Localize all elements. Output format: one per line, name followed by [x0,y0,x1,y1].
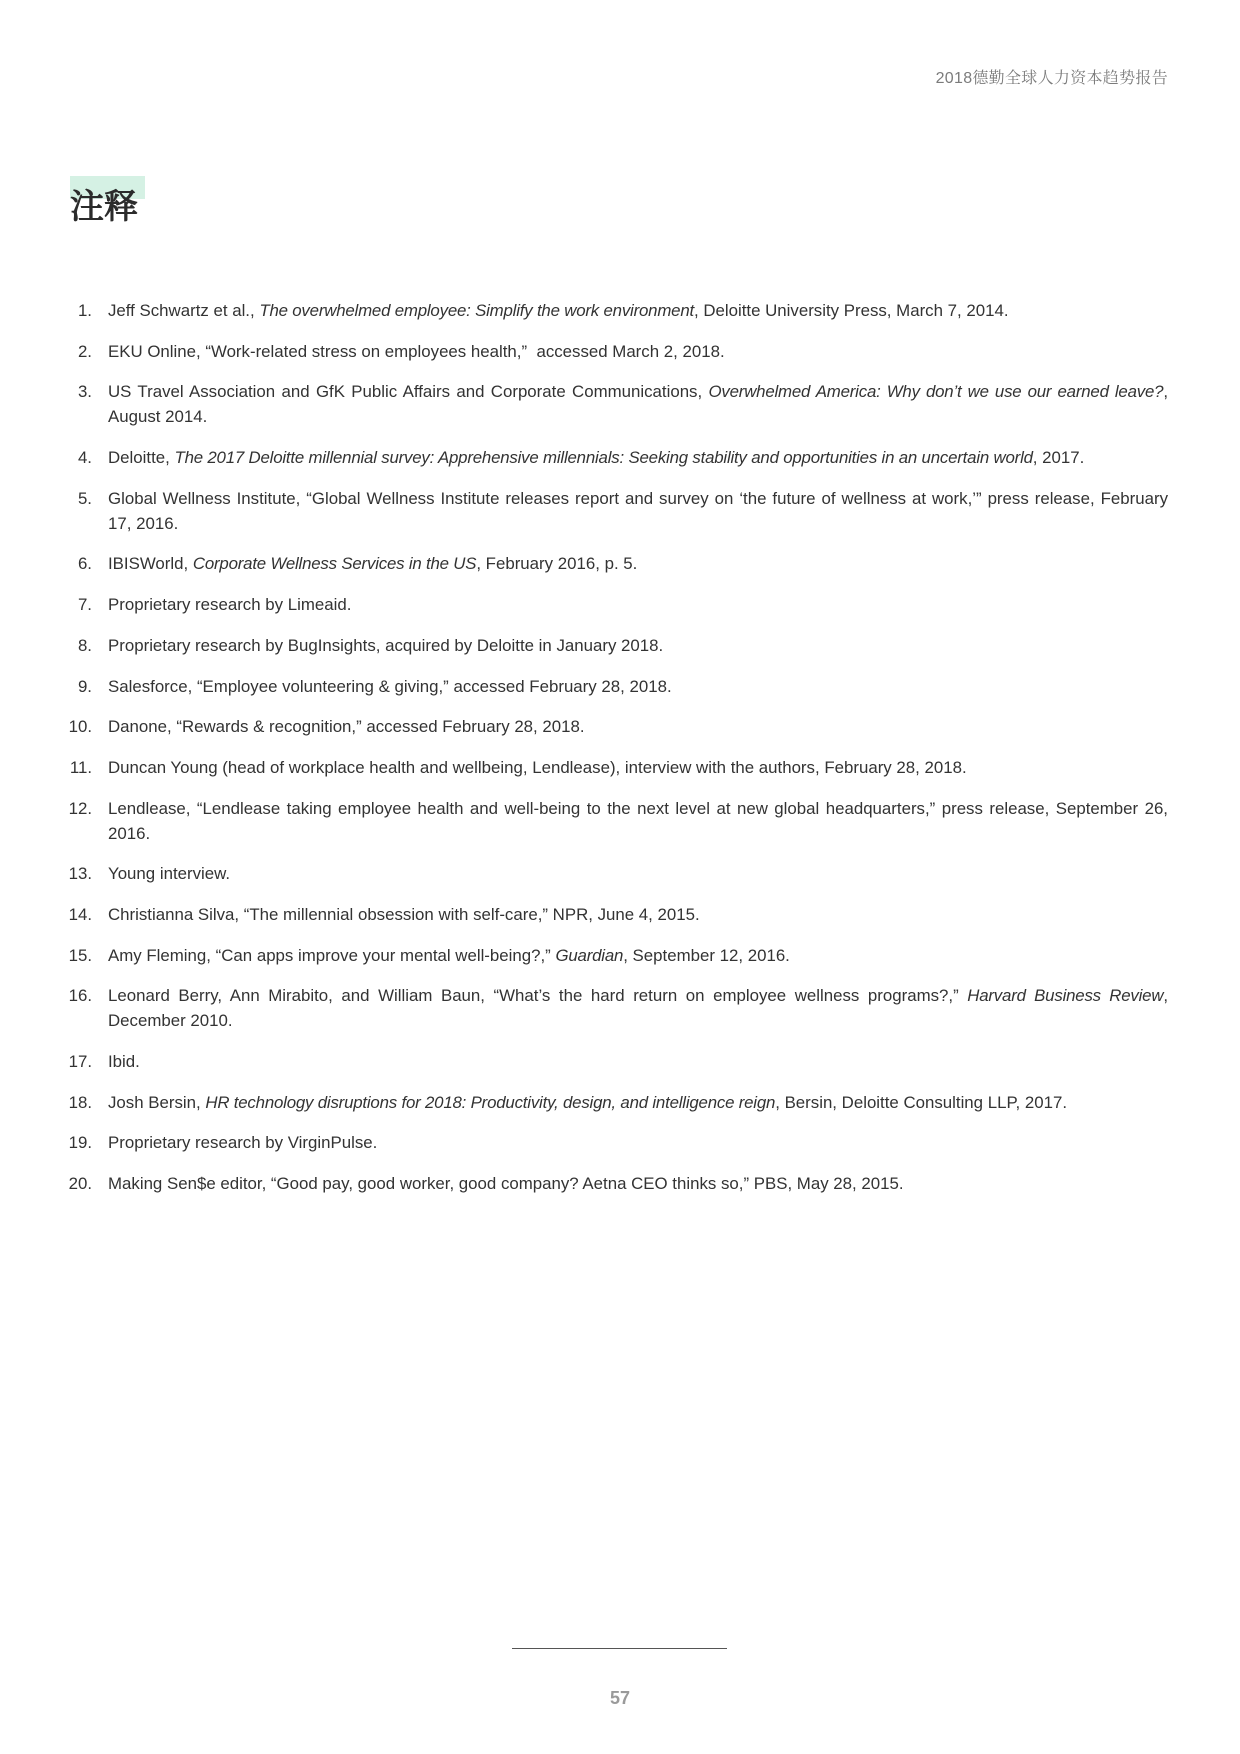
note-text [108,983,1168,1033]
note-item [60,796,1168,846]
notes-list [60,298,1168,1212]
note-item [60,592,1168,617]
note-text [108,861,1168,886]
note-number: 4. [77,448,92,468]
note-source-title: Harvard Business Review [967,986,1164,1006]
note-item [60,714,1168,739]
note-text-segment: Salesforce, “Employee volunteering & giving,” accessed February 28, 2018. [108,676,672,696]
note-text-segment: Ibid. [108,1052,140,1071]
section-title: 注释 [70,188,138,226]
note-item [60,902,1168,927]
note-text [108,943,1168,968]
note-text-segment: Lendlease, “Lendlease taking employee health and well-being to the next level at new global headquarters,” press release, September 26, 2016. [108,798,1168,843]
note-text-segment: Danone, “Rewards & recognition,” accessed February 28, 2018. [108,717,585,737]
note-text-segment: Josh Bersin, [108,1092,206,1112]
note-source-title: Overwhelmed America: Why don’t we use our earned leave? [708,382,1164,402]
note-number: 5. [77,488,92,508]
note-number: 12. [68,798,92,818]
note-text-segment: , Deloitte University Press, March 7, 2014. [693,301,1009,320]
note-source-title: The 2017 Deloitte millennial survey: Apprehensive millennials: Seeking stability and opportunities in an uncertain world [174,448,1033,468]
note-item [60,379,1168,429]
note-text [108,1049,1168,1074]
note-text-segment: Global Wellness Institute, “Global Wellness Institute releases report and survey on ‘the future of wellness at work,’” press release, February 17, 2016. [108,488,1168,533]
note-text [108,755,1168,780]
note-text-segment: US Travel Association and GfK Public Affairs and Corporate Communications, [108,382,709,402]
note-text [108,714,1168,739]
note-text [108,379,1168,429]
note-number: 7. [77,595,92,615]
note-number: 13. [68,864,92,884]
note-text-segment: IBISWorld, [108,554,193,574]
note-text [108,445,1168,470]
note-text-segment: , September 12, 2016. [623,945,790,965]
note-number: 6. [77,554,92,574]
note-number: 11. [69,757,92,777]
note-text-segment: Young interview. [108,864,231,884]
note-text-segment: Making Sen$e editor, “Good pay, good worker, good company? Aetna CEO thinks so,” PBS, May 28, 2015. [108,1174,904,1194]
note-item [60,445,1168,470]
note-source-title: The overwhelmed employee: Simplify the work environment [259,301,694,320]
note-text-segment: , August 2014. [108,382,1168,427]
note-text-segment: Christianna Silva, “The millennial obsession with self-care,” NPR, June 4, 2015. [108,904,700,924]
note-number: 17. [68,1052,92,1071]
note-source-title: Corporate Wellness Services in the US [192,554,477,574]
note-number: 2. [77,341,92,361]
note-text [108,796,1168,846]
note-item [60,1090,1168,1115]
note-item [60,339,1168,364]
note-text [108,551,1168,576]
note-text [108,633,1168,658]
note-text-segment: Deloitte, [108,448,175,468]
note-number: 1. [77,301,92,320]
note-number: 8. [77,635,92,655]
note-number: 20. [68,1174,92,1194]
note-item [60,298,1168,323]
note-number: 10. [68,717,92,737]
note-number: 14. [68,904,92,924]
note-item [60,943,1168,968]
note-text-segment: , 2017. [1032,448,1085,468]
note-item [60,861,1168,886]
page-number: 57 [609,1688,631,1708]
running-header: 2018德勤全球人力资本趋势报告 [935,70,1168,87]
note-text-segment: Leonard Berry, Ann Mirabito, and William Baun, “What’s the hard return on employee wellness programs?,” [108,986,968,1006]
note-text-segment: Proprietary research by VirginPulse. [108,1133,378,1153]
note-item [60,1130,1168,1155]
note-number: 18. [68,1092,92,1112]
note-text-segment: , Bersin, Deloitte Consulting LLP, 2017. [775,1092,1068,1112]
note-item [60,755,1168,780]
note-text [108,674,1168,699]
note-text-segment: EKU Online, “Work-related stress on employees health,” accessed March 2, 2018. [108,341,725,361]
note-number: 9. [77,676,92,696]
note-text-segment: Jeff Schwartz et al., [108,301,260,320]
note-item [60,633,1168,658]
note-source-title: Guardian [555,945,624,965]
note-text [108,298,1168,323]
note-text [108,592,1168,617]
note-number: 19. [68,1133,92,1153]
note-item [60,486,1168,536]
note-item [60,1049,1168,1074]
note-number: 3. [77,382,92,402]
note-item [60,983,1168,1033]
note-text-segment: Proprietary research by Limeaid. [108,595,352,615]
note-item [60,674,1168,699]
note-text [108,902,1168,927]
note-source-title: HR technology disruptions for 2018: Productivity, design, and intelligence reign [205,1092,776,1112]
note-text-segment: Amy Fleming, “Can apps improve your mental well-being?,” [108,945,556,965]
note-text [108,1171,1168,1196]
note-text-segment: , February 2016, p. 5. [476,554,638,574]
note-number: 16. [68,986,92,1006]
note-number: 15. [68,945,92,965]
footer-divider [512,1648,727,1649]
note-text [108,1090,1168,1115]
note-text-segment: Proprietary research by BugInsights, acquired by Deloitte in January 2018. [108,635,664,655]
note-text [108,339,1168,364]
note-text [108,486,1168,536]
note-text [108,1130,1168,1155]
note-item [60,551,1168,576]
note-text-segment: , December 2010. [108,986,1168,1031]
note-item [60,1171,1168,1196]
note-text-segment: Duncan Young (head of workplace health and wellbeing, Lendlease), interview with the authors, February 28, 2018. [108,757,967,777]
